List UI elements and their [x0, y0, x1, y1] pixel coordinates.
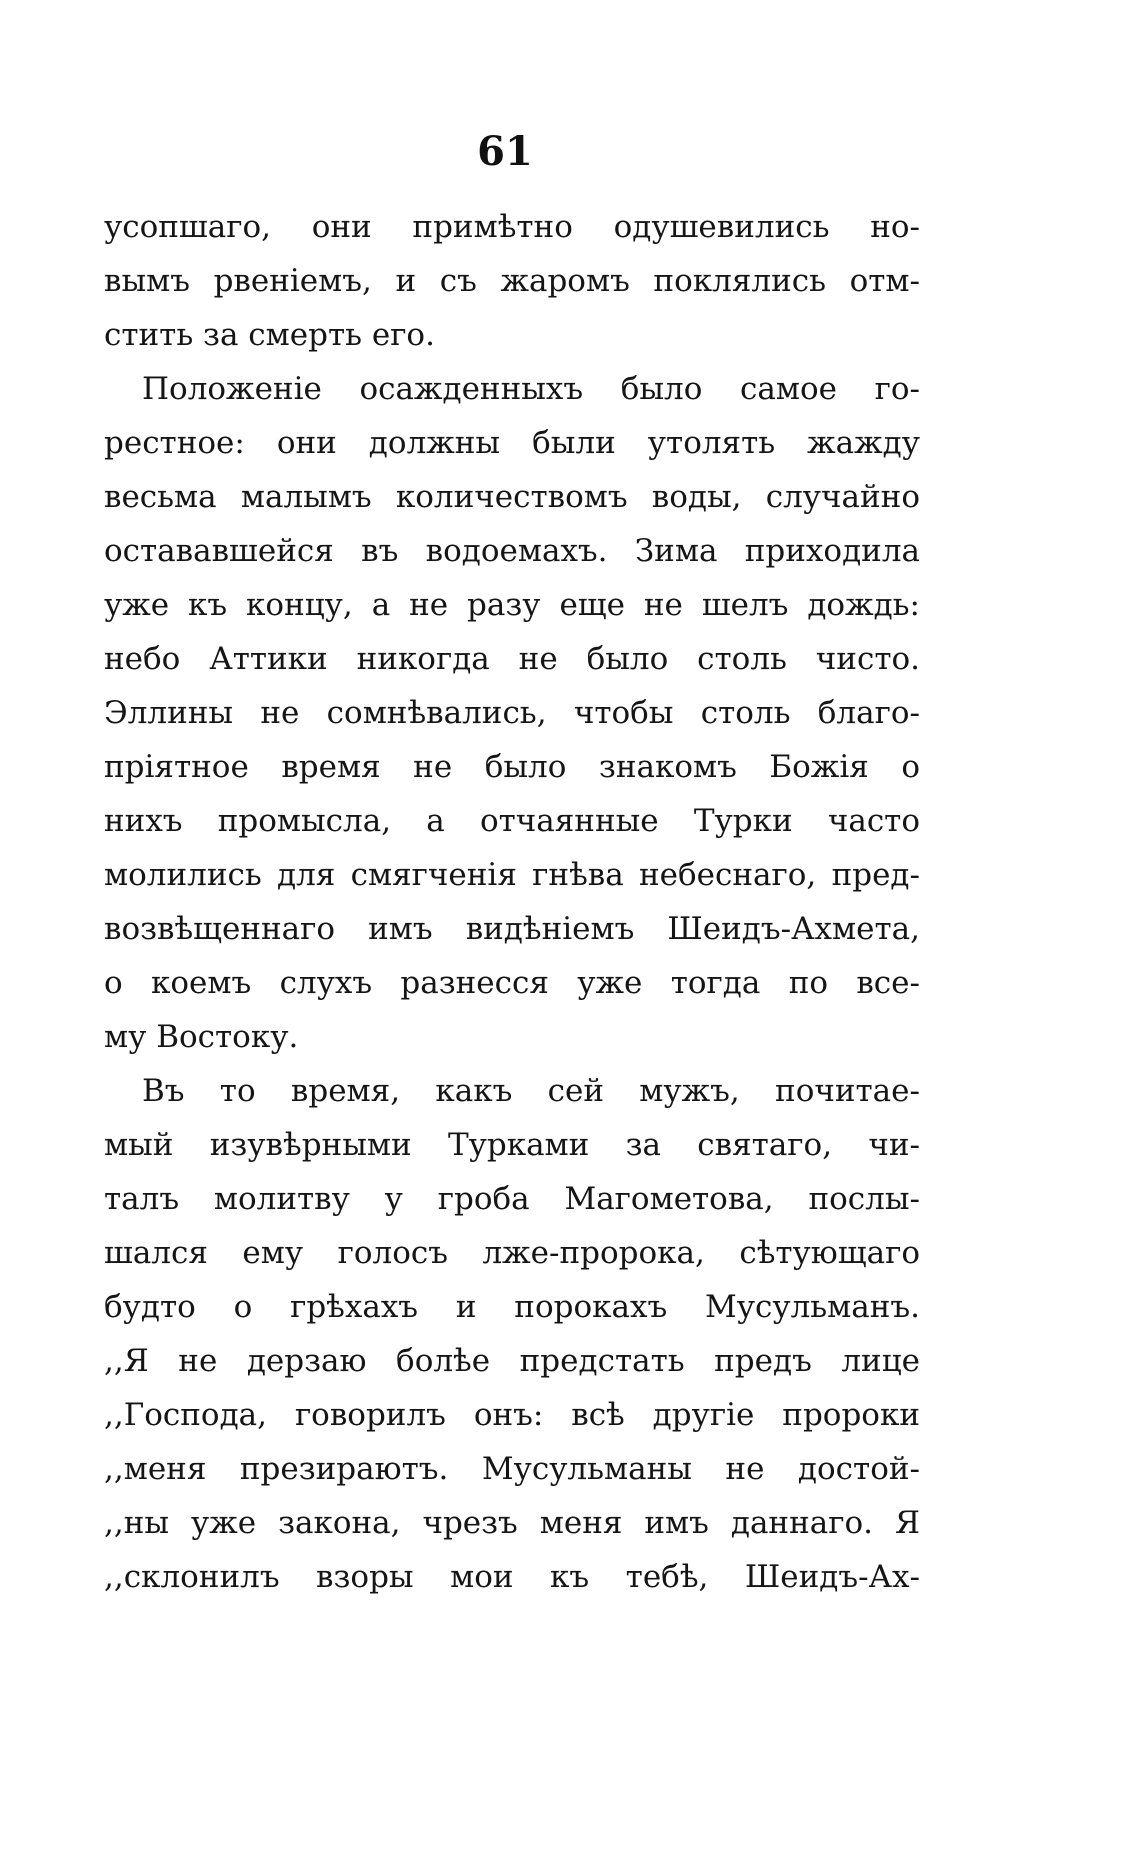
text-line: мый изувѣрными Турками за святаго, чи- [104, 1127, 920, 1163]
text-line: небо Аттики никогда не было столь чисто. [104, 641, 920, 677]
body-text [104, 200, 920, 1604]
text-line: ,,меня презираютъ. Мусульманы не достой- [104, 1451, 920, 1487]
text-line: ,,ны уже закона, чрезъ меня имъ даннаго. Я [104, 1505, 920, 1541]
text-line: возвѣщеннаго имъ видѣніемъ Шеидъ-Ахмета, [104, 911, 920, 947]
text-line: шался ему голосъ лже-пророка, сѣтующаго [104, 1235, 920, 1271]
text-line: усопшаго, они примѣтно одушевились но- [104, 209, 920, 245]
text-line: ,,Я не дерзаю болѣе предстать предъ лице [104, 1343, 920, 1379]
page-number: 61 [477, 128, 533, 175]
text-line: весьма малымъ количествомъ воды, случайно [104, 479, 920, 515]
text-line: ,,Господа, говорилъ онъ: всѣ другіе пророки [104, 1397, 920, 1433]
text-line: остававшейся въ водоемахъ. Зима приходила [104, 533, 920, 569]
text-line: стить за смерть его. [104, 317, 435, 353]
text-line: вымъ рвеніемъ, и съ жаромъ поклялись отм- [104, 263, 920, 299]
text-line: рестное: они должны были утолять жажду [104, 425, 920, 461]
text-line: му Востоку. [104, 1019, 299, 1055]
text-line: Въ то время, какъ сей мужъ, почитае- [142, 1073, 920, 1109]
text-line: ,,склонилъ взоры мои къ тебѣ, Шеидъ-Ах- [104, 1559, 920, 1595]
text-line: уже къ концу, а не разу еще не шелъ дождь: [104, 587, 920, 623]
text-line: Положеніе осажденныхъ было самое го- [142, 371, 920, 407]
text-line: о коемъ слухъ разнесся уже тогда по все- [104, 965, 920, 1001]
text-line: нихъ промысла, а отчаянные Турки часто [104, 803, 920, 839]
text-line: молились для смягченія гнѣва небеснаго, пред- [104, 857, 920, 893]
text-line: будто о грѣхахъ и порокахъ Мусульманъ. [104, 1289, 920, 1325]
text-line: Эллины не сомнѣвались, чтобы столь благо- [104, 695, 920, 731]
text-line: пріятное время не было знакомъ Божія о [104, 749, 920, 785]
text-line: талъ молитву у гроба Магометова, послы- [104, 1181, 920, 1217]
